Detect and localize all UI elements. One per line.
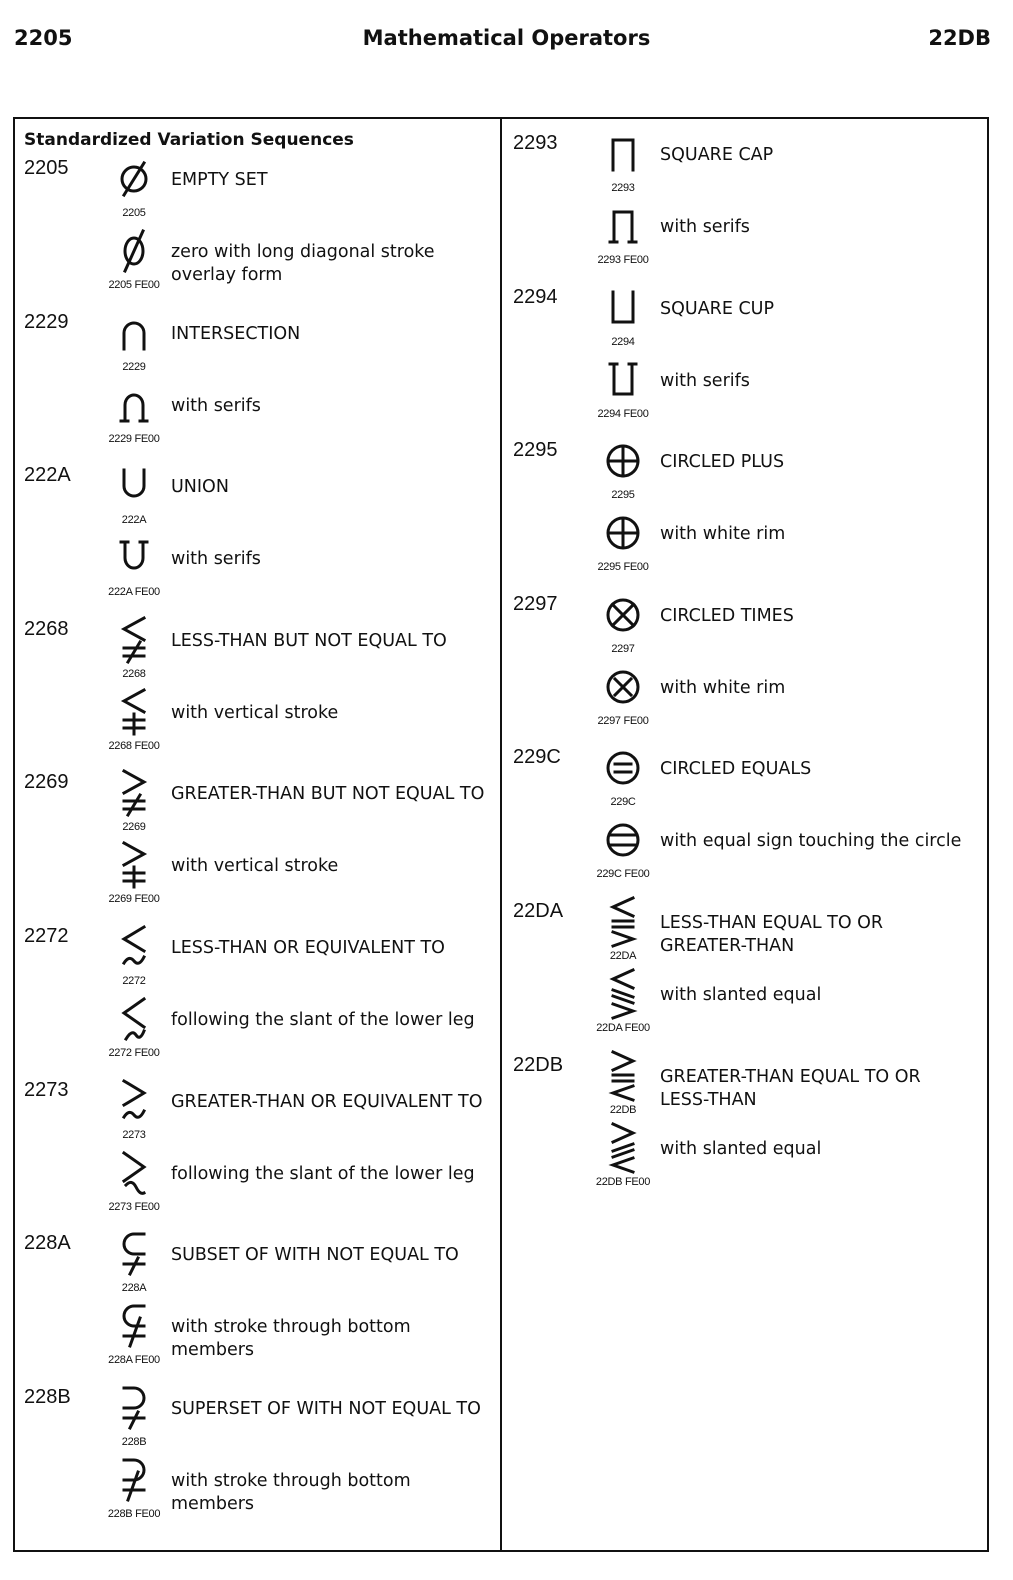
variant-row xyxy=(13,923,501,999)
variation-code: 222A xyxy=(121,514,147,527)
variation-code: 2205 FE00 xyxy=(108,279,160,291)
variant-description: LESS-THAN EQUAL TO OR GREATER-THAN xyxy=(660,913,884,956)
superset-not-equal-stroke-icon xyxy=(103,1456,165,1504)
page-title: Mathematical Operators xyxy=(362,26,651,50)
section-title: Standardized Variation Sequences xyxy=(24,130,354,150)
header-left-code: 2205 xyxy=(14,26,73,50)
variant-description: GREATER-THAN OR EQUIVALENT TO xyxy=(171,1091,483,1112)
variation-code: 2295 xyxy=(611,489,635,502)
variation-code: 229C xyxy=(610,796,636,809)
variant-description: SQUARE CAP xyxy=(660,145,774,165)
variation-code: 2293 FE00 xyxy=(597,254,649,266)
variation-code: 2272 xyxy=(122,975,146,987)
variant-description: with vertical stroke xyxy=(171,702,339,723)
variant-row xyxy=(502,130,989,206)
code-point: 2272 xyxy=(24,925,69,947)
variant-description: with stroke through bottom members xyxy=(171,1317,411,1361)
variant-description: with slanted equal xyxy=(660,1138,822,1159)
square-cup-icon xyxy=(592,284,654,332)
variation-code: 2229 FE00 xyxy=(108,432,160,445)
variant-row xyxy=(502,898,989,974)
circled-plus-rim-icon xyxy=(592,509,654,557)
variant-row xyxy=(13,155,501,231)
variation-code: 2272 FE00 xyxy=(108,1047,160,1059)
variant-row xyxy=(13,1149,501,1225)
variation-code: 228A FE00 xyxy=(108,1354,160,1367)
code-point: 2205 xyxy=(24,157,69,179)
variation-code: 228A xyxy=(121,1282,147,1295)
variation-code: 22DA FE00 xyxy=(596,1022,650,1034)
superset-not-equal-icon xyxy=(103,1384,165,1432)
square-cup-serif-icon xyxy=(592,356,654,404)
variant-description: with equal sign touching the circle xyxy=(660,831,962,852)
less-not-equal-icon xyxy=(103,616,165,664)
code-point: 229C xyxy=(513,746,561,769)
empty-set-icon xyxy=(103,155,165,203)
variant-row xyxy=(502,744,989,820)
variant-description: following the slant of the lower leg xyxy=(171,1010,475,1030)
variant-description: LESS-THAN BUT NOT EQUAL TO xyxy=(171,630,447,651)
variant-row xyxy=(13,841,501,917)
variation-code: 22DB xyxy=(609,1103,637,1116)
variant-description: zero with long diagonal stroke overlay form xyxy=(171,242,435,285)
greater-not-equal-icon xyxy=(103,769,165,817)
variant-row xyxy=(13,462,501,538)
variation-code: 228B xyxy=(121,1435,147,1448)
variant-description: GREATER-THAN EQUAL TO OR LESS-THAN xyxy=(660,1066,921,1110)
greater-not-equal-vertical-icon xyxy=(103,841,165,889)
circled-equals-touching-icon xyxy=(592,816,654,864)
variant-description: GREATER-THAN BUT NOT EQUAL TO xyxy=(171,784,485,805)
code-point: 2293 xyxy=(513,132,558,154)
variant-row xyxy=(13,227,501,303)
variation-code: 2293 xyxy=(611,182,635,194)
variant-description: UNION xyxy=(171,477,229,498)
variant-description: with serifs xyxy=(660,217,750,237)
variant-description: with serifs xyxy=(171,395,261,416)
less-equal-greater-slanted-icon xyxy=(592,970,654,1018)
variant-row xyxy=(13,769,501,845)
variant-description: with serifs xyxy=(171,549,261,570)
greater-equal-less-slanted-icon xyxy=(592,1124,654,1172)
variation-code: 2294 FE00 xyxy=(597,407,649,420)
variant-row xyxy=(502,816,989,892)
variant-description: CIRCLED PLUS xyxy=(660,452,785,473)
variant-row xyxy=(13,1456,501,1532)
variation-code: 229C FE00 xyxy=(596,868,650,881)
variation-code: 2269 xyxy=(122,821,146,834)
less-equivalent-slant-icon xyxy=(103,995,165,1043)
variant-row xyxy=(13,1077,501,1153)
variant-row xyxy=(502,1124,989,1200)
code-point: 2269 xyxy=(24,771,69,794)
variation-code: 2273 xyxy=(122,1128,146,1141)
variant-description: CIRCLED TIMES xyxy=(660,605,794,626)
variant-row xyxy=(502,356,989,432)
variant-row xyxy=(502,591,989,667)
variant-row xyxy=(502,1052,989,1128)
union-icon xyxy=(103,462,165,510)
circled-times-icon xyxy=(592,591,654,639)
variant-row xyxy=(502,509,989,585)
variant-description: with stroke through bottom members xyxy=(171,1470,411,1514)
subset-not-equal-stroke-icon xyxy=(103,1302,165,1350)
code-point: 22DA xyxy=(513,900,564,922)
variant-row xyxy=(502,284,989,360)
variation-code: 228B FE00 xyxy=(107,1507,161,1520)
code-point: 2294 xyxy=(513,285,558,308)
variation-code: 2268 FE00 xyxy=(108,739,160,752)
variation-code: 2273 FE00 xyxy=(108,1200,160,1213)
code-point: 2268 xyxy=(24,617,69,640)
variant-description: following the slant of the lower leg xyxy=(171,1163,475,1184)
variant-row xyxy=(502,437,989,513)
variation-code: 2205 xyxy=(122,207,146,219)
variant-row xyxy=(502,970,989,1046)
variation-code: 2268 xyxy=(122,667,146,680)
circled-times-rim-icon xyxy=(592,663,654,711)
variation-code: 222A FE00 xyxy=(108,586,160,599)
circled-plus-icon xyxy=(592,437,654,485)
variant-description: CIRCLED EQUALS xyxy=(660,759,812,780)
variant-row xyxy=(13,1230,501,1306)
less-equal-greater-icon xyxy=(592,898,654,946)
variant-description: with serifs xyxy=(660,370,750,391)
variation-code: 2269 FE00 xyxy=(108,893,160,906)
variant-description: with vertical stroke xyxy=(171,856,339,877)
variant-description: SQUARE CUP xyxy=(660,298,775,319)
variant-row xyxy=(13,688,501,764)
code-point: 2229 xyxy=(24,310,69,333)
variation-code: 2294 xyxy=(611,335,635,348)
greater-equivalent-slant-icon xyxy=(103,1149,165,1197)
variant-row xyxy=(13,381,501,457)
variant-row xyxy=(13,995,501,1071)
variant-row xyxy=(13,1302,501,1378)
square-cap-icon xyxy=(592,130,654,178)
code-point: 228B xyxy=(24,1385,71,1408)
variant-row xyxy=(13,616,501,692)
subset-not-equal-icon xyxy=(103,1230,165,1278)
variant-description: LESS-THAN OR EQUIVALENT TO xyxy=(171,938,445,958)
code-point: 2273 xyxy=(24,1078,69,1101)
variant-description: INTERSECTION xyxy=(171,323,301,344)
greater-equivalent-icon xyxy=(103,1077,165,1125)
variation-code: 2295 FE00 xyxy=(597,561,649,574)
variation-code: 2229 xyxy=(122,360,146,373)
variant-row xyxy=(502,663,989,739)
less-equivalent-icon xyxy=(103,923,165,971)
code-point: 222A xyxy=(24,464,71,487)
variation-code: 2297 xyxy=(611,642,635,655)
variation-code: 2297 FE00 xyxy=(597,714,649,727)
code-point: 2297 xyxy=(513,592,558,615)
variant-description: EMPTY SET xyxy=(171,170,268,190)
variation-code: 22DA xyxy=(609,950,637,962)
intersection-serif-icon xyxy=(103,381,165,429)
code-point: 228A xyxy=(24,1232,71,1255)
code-point: 22DB xyxy=(513,1053,564,1076)
circled-equals-icon xyxy=(592,744,654,792)
variant-description: with white rim xyxy=(660,524,786,545)
union-serif-icon xyxy=(103,534,165,582)
variant-row xyxy=(502,202,989,278)
variant-description: SUPERSET OF WITH NOT EQUAL TO xyxy=(171,1398,481,1419)
variant-row xyxy=(13,1384,501,1460)
empty-set-long-stroke-icon xyxy=(103,227,165,275)
header-right-code: 22DB xyxy=(928,26,991,50)
code-point: 2295 xyxy=(513,439,558,462)
intersection-icon xyxy=(103,309,165,357)
variant-row xyxy=(13,309,501,385)
square-cap-serif-icon xyxy=(592,202,654,250)
variant-description: SUBSET OF WITH NOT EQUAL TO xyxy=(171,1245,459,1266)
less-not-equal-vertical-icon xyxy=(103,688,165,736)
variant-description: with slanted equal xyxy=(660,985,822,1005)
variant-description: with white rim xyxy=(660,677,786,698)
greater-equal-less-icon xyxy=(592,1052,654,1100)
variant-row xyxy=(13,534,501,610)
variation-code: 22DB FE00 xyxy=(595,1175,651,1188)
